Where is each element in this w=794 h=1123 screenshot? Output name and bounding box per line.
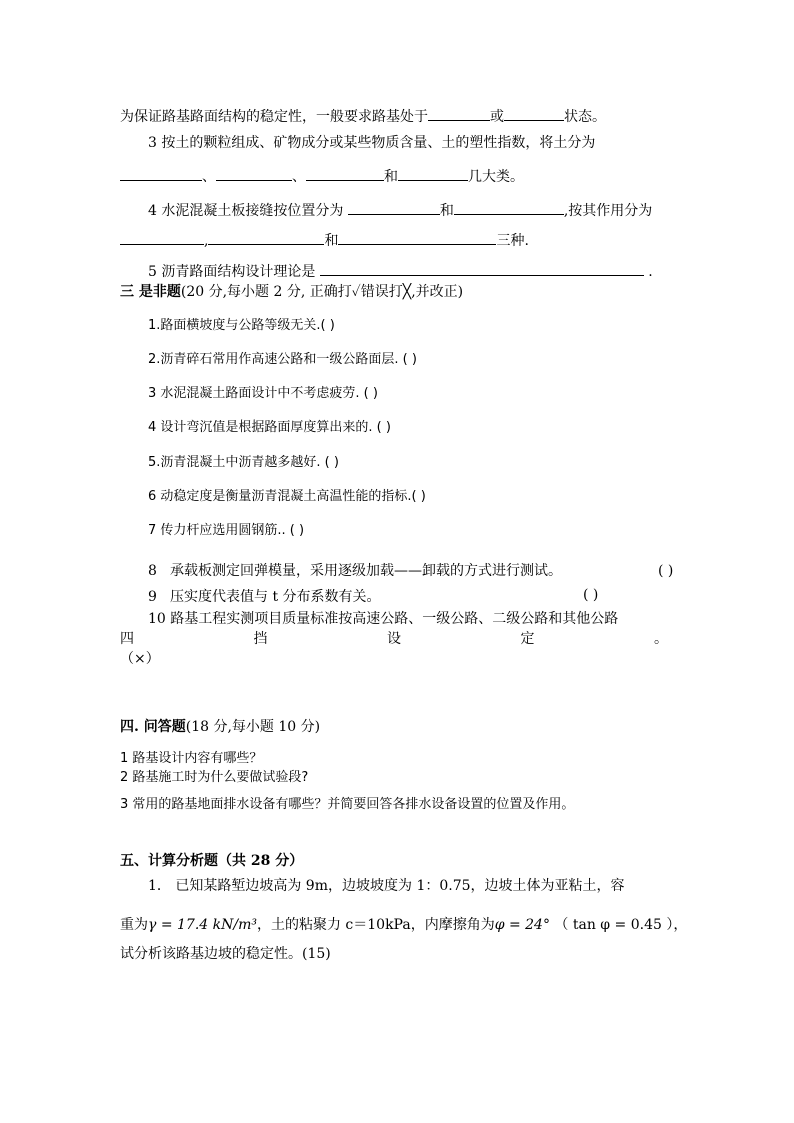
answer-blank[interactable] xyxy=(428,107,490,121)
q4-text: 4 水泥混凝土板接缝按位置分为 xyxy=(148,203,344,219)
tf-q3: 3 水泥混凝土路面设计中不考虑疲劳. ( ) xyxy=(148,386,378,401)
q2-or: 或 xyxy=(490,109,504,125)
tf-q4: 4 设计弯沉值是根据路面厚度算出来的. ( ) xyxy=(148,420,391,435)
answer-blank[interactable] xyxy=(398,167,468,181)
q9-num: 9 xyxy=(148,589,157,605)
q4-sep: , xyxy=(204,233,209,249)
sa-q1: 1 路基设计内容有哪些？ xyxy=(120,751,263,766)
q2-text: 为保证路基路面结构的稳定性，一般要求路基处于 xyxy=(120,109,428,125)
heading-bold: 四. 问答题 xyxy=(120,719,186,735)
answer-blank[interactable] xyxy=(504,107,564,121)
tf-q2: 2.沥青碎石常用作高速公路和一级公路面层. ( ) xyxy=(148,352,417,367)
answer-blank[interactable] xyxy=(216,167,292,181)
q4-and: 和 xyxy=(324,233,339,249)
heading-bold: 三 是非题 xyxy=(120,284,181,300)
answer-blank[interactable] xyxy=(208,231,324,245)
tf-q10-line2 xyxy=(120,630,668,648)
q10-word: 挡 xyxy=(253,631,268,647)
calc-q1-line1: 1． 已知某路堑边坡高为 9m，边坡坡度为 1：0.75，边坡土体为亚粘土，容 xyxy=(148,878,625,894)
q9-text: 压实度代表值与 t 分布系数有关。 xyxy=(170,589,381,605)
tf-q6: 6 动稳定度是衡量沥青混凝土高温性能的指标.( ) xyxy=(148,489,426,504)
q1-mid: ，土的粘聚力 c＝10kPa，内摩擦角为 xyxy=(256,917,495,933)
calc-q1-line2 xyxy=(120,916,687,934)
q4-end: 三种. xyxy=(496,233,529,249)
q4-mid: ,按其作用分为 xyxy=(563,203,653,219)
q3-and: 和 xyxy=(384,169,398,185)
q4-and: 和 xyxy=(439,203,454,219)
gamma-formula: γ = 17.4 kN/m³ xyxy=(148,917,257,933)
q10-word: 设 xyxy=(387,631,401,647)
answer-blank[interactable] xyxy=(454,201,564,215)
heading-rest: (18 分,每小题 10 分) xyxy=(185,719,321,735)
q2-end: 状态。 xyxy=(564,109,606,125)
q10-word: 定 xyxy=(520,631,535,647)
tf-q8-paren: ( ) xyxy=(658,563,674,579)
answer-blank[interactable] xyxy=(306,167,384,181)
q5-text: 5 沥青路面结构设计理论是 xyxy=(148,264,316,280)
tf-q5: 5.沥青混凝土中沥青越多越好. ( ) xyxy=(148,455,339,470)
tf-q9-paren: ( ) xyxy=(583,587,599,603)
q10-word: 。 xyxy=(654,631,668,647)
tf-q9 xyxy=(148,588,381,606)
tf-q8 xyxy=(148,562,562,580)
tf-q10-answer: （×） xyxy=(120,651,160,667)
tf-q1: 1.路面横坡度与公路等级无关.( ) xyxy=(148,318,335,333)
fill-blank-q3-line1 xyxy=(148,134,595,152)
tan-formula: （ tan φ = 0.45 ）， xyxy=(554,917,688,933)
q8-text: 承载板测定回弹模量，采用逐级加载——卸载的方式进行测试。 xyxy=(170,563,562,579)
fill-blank-q5 xyxy=(148,262,653,281)
fill-blank-q4-line1 xyxy=(148,201,652,220)
section-heading-true-false xyxy=(120,283,463,301)
fill-blank-q4-line2 xyxy=(120,231,529,250)
calc-q1-line3: 试分析该路基边坡的稳定性。(15) xyxy=(120,946,331,962)
tf-q10-line1: 10 路基工程实测项目质量标准按高速公路、一级公路、二级公路和其他公路 xyxy=(148,611,619,627)
answer-blank[interactable] xyxy=(120,167,202,181)
answer-blank[interactable] xyxy=(320,262,644,276)
answer-blank[interactable] xyxy=(348,201,440,215)
q3-text: 3 按土的颗粒组成、矿物成分或某些物质含量、土的塑性指数，将土分为 xyxy=(148,135,596,151)
heading-rest: (20 分,每小题 2 分, 正确打✓错误打╳,并改正) xyxy=(180,284,464,300)
answer-blank[interactable] xyxy=(338,231,496,245)
section-heading-short-answer xyxy=(120,718,320,736)
phi-formula: φ = 24° xyxy=(494,917,550,933)
tf-q7: 7 传力杆应选用圆钢筋.. ( ) xyxy=(148,523,305,538)
q8-num: 8 xyxy=(148,563,157,579)
fill-blank-q3-line2 xyxy=(120,167,524,186)
sa-q2: 2 路基施工时为什么要做试验段? xyxy=(120,770,309,785)
q5-end: . xyxy=(648,264,653,280)
q3-sep: 、 xyxy=(202,169,216,185)
q10-word: 四 xyxy=(120,631,134,647)
section-heading-calculation: 五、计算分析题（共 28 分） xyxy=(120,853,304,869)
q3-end: 几大类。 xyxy=(468,169,524,185)
q3-sep: 、 xyxy=(292,169,306,185)
answer-blank[interactable] xyxy=(120,231,204,245)
sa-q3: 3 常用的路基地面排水设备有哪些？并简要回答各排水设备设置的位置及作用。 xyxy=(120,797,575,812)
q1-pre: 重为 xyxy=(120,917,148,933)
fill-blank-q2 xyxy=(120,107,606,126)
